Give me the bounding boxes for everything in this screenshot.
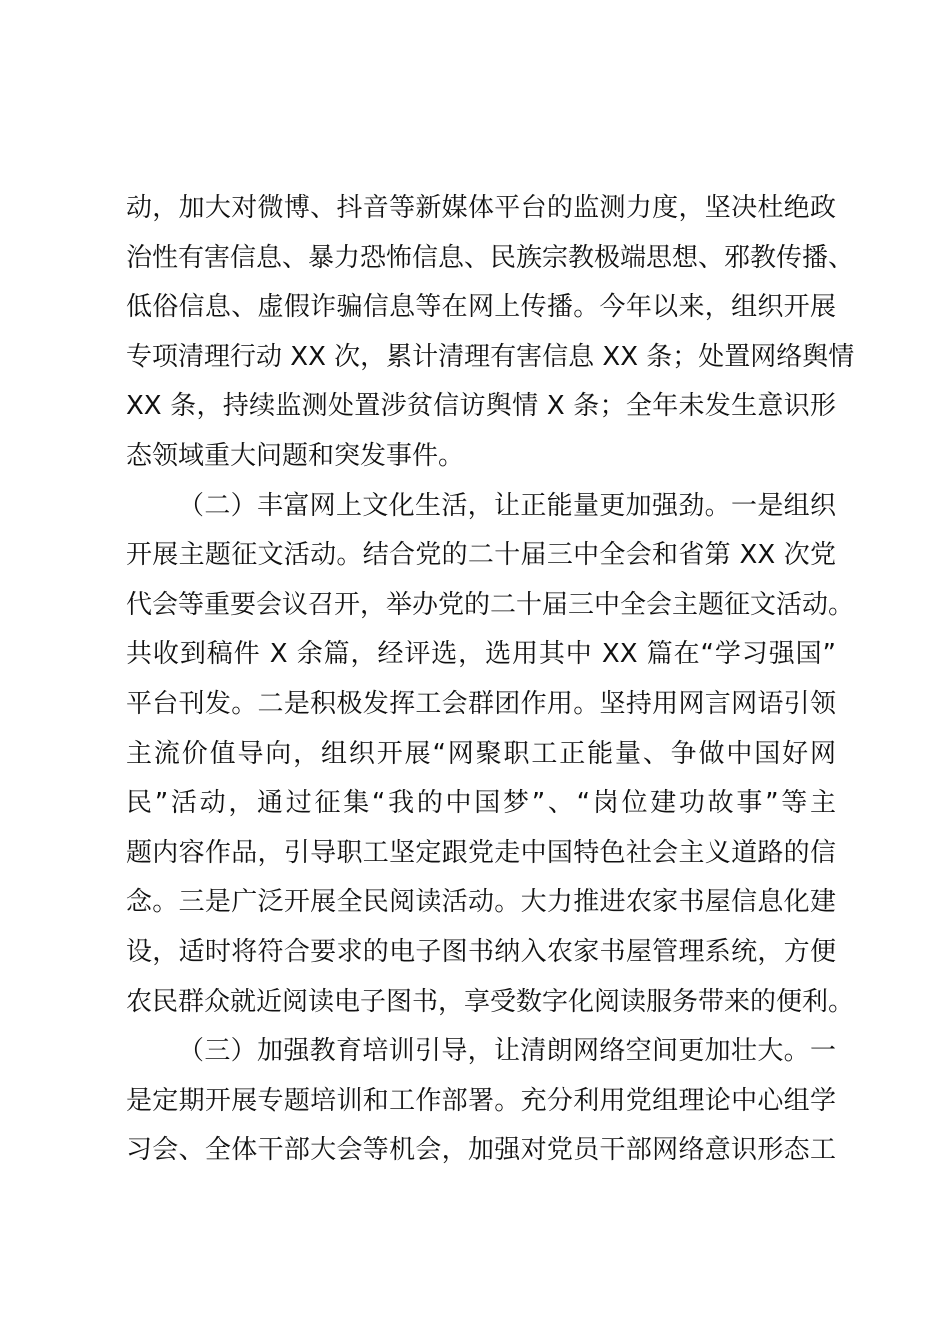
text-line: 民”活动，通过征集“我的中国梦”、“岗位建功故事”等主 [126,788,836,819]
section-heading-line: （二）丰富网上文化生活，让正能量更加强劲。一是组织 [178,490,836,521]
paragraph-online-culture [126,482,855,1028]
paragraph-network-governance [126,184,855,482]
text-line: 治性有害信息、暴力恐怖信息、民族宗教极端思想、邪教传播、 [126,242,855,273]
text-line: 共收到稿件 X 余篇，经评选，选用其中 XX 篇在“学习强国” [126,639,836,670]
text-line: 专项清理行动 XX 次，累计清理有害信息 XX 条；处置网络舆情 [126,341,855,372]
text-line: 开展主题征文活动。结合党的二十届三中全会和省第 XX 次党 [126,540,836,571]
document-body [126,184,855,1176]
text-line: XX 条，持续监测处置涉贫信访舆情 X 条；全年未发生意识形 [126,391,836,422]
text-line: 态领域重大问题和突发事件。 [126,440,465,471]
text-line: 主流价值导向，组织开展“网聚职工正能量、争做中国好网 [126,738,836,769]
text-line: 习会、全体干部大会等机会，加强对党员干部网络意识形态工 [126,1135,836,1166]
section-heading-line: （三）加强教育培训引导，让清朗网络空间更加壮大。一 [178,1036,836,1067]
text-line: 设，适时将符合要求的电子图书纳入农家书屋管理系统，方便 [126,936,836,967]
text-line: 代会等重要会议召开，举办党的二十届三中全会主题征文活动。 [126,589,855,620]
paragraph-education-training [126,1027,836,1176]
text-line: 题内容作品，引导职工坚定跟党走中国特色社会主义道路的信 [126,837,836,868]
text-line: 平台刊发。二是积极发挥工会群团作用。坚持用网言网语引领 [126,688,836,719]
text-line: 是定期开展专题培训和工作部署。充分利用党组理论中心组学 [126,1085,836,1116]
text-line: 念。三是广泛开展全民阅读活动。大力推进农家书屋信息化建 [126,887,836,918]
text-line: 农民群众就近阅读电子图书，享受数字化阅读服务带来的便利。 [126,986,855,1017]
text-line: 低俗信息、虚假诈骗信息等在网上传播。今年以来，组织开展 [126,292,836,323]
text-line: 动，加大对微博、抖音等新媒体平台的监测力度，坚决杜绝政 [126,193,836,223]
